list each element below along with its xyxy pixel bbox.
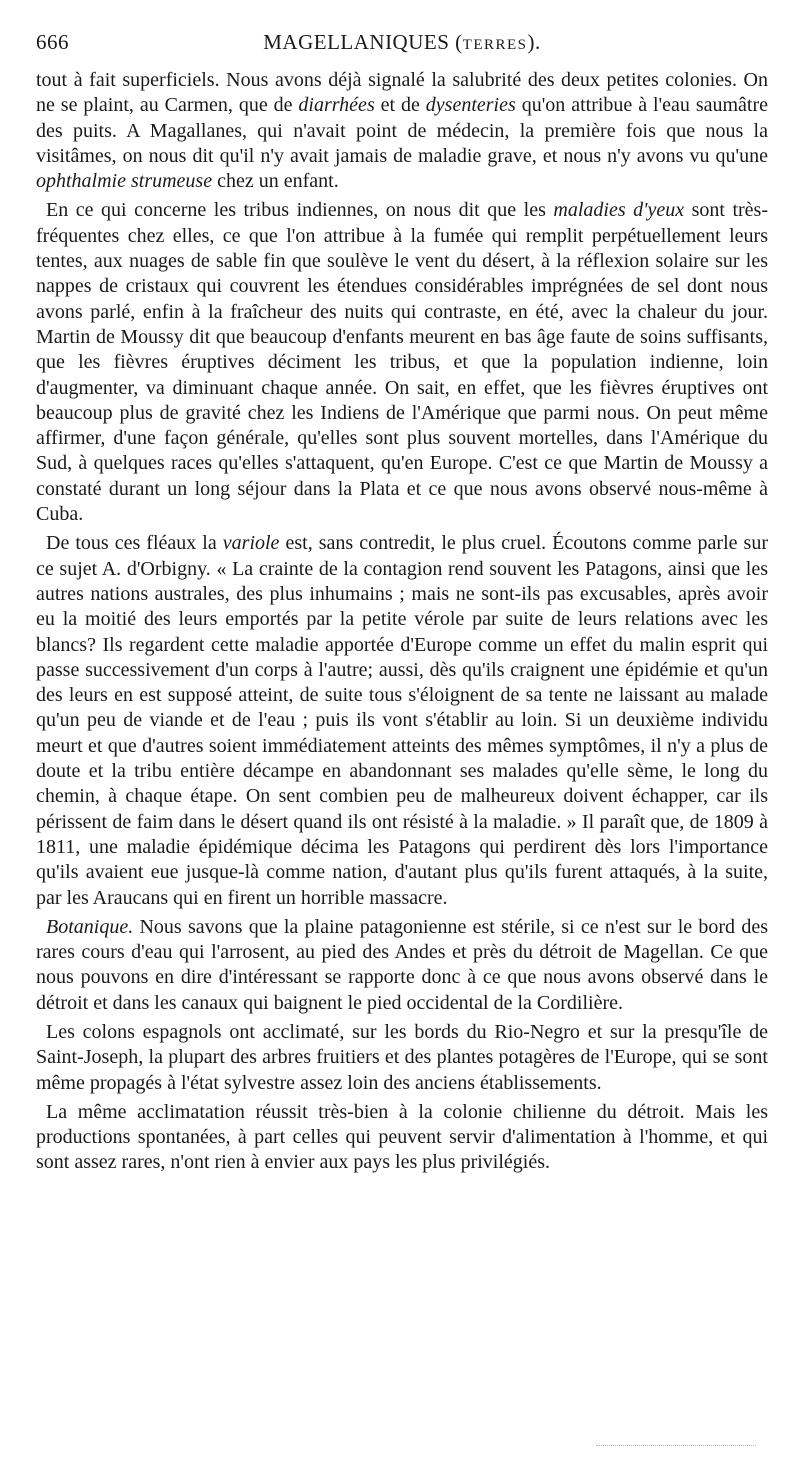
- text-run: est, sans contredit, le plus cruel. Écoutons comme parle sur ce sujet A. d'Orbigny. « La crainte de la contagion rend souvent les Patagons, ainsi que les autres nations australes, des plus inhumains ; mais ne sont-ils pas excusables, après avoir eu la moitié des leurs emportés par la petite vérole par suite de leurs relations avec les blancs? Ils regardent cette maladie apportée d'Europe comme un effet du malin esprit qui passe successivement d'un corps à l'autre; aussi, dès qu'ils craignent une épidémie et qu'un des leurs en est supposé atteint, de suite tous s'éloignent de sa tente ne laissant au malade qu'un peu de viande et de l'eau ; puis ils vont s'établir au loin. Si un deuxième individu meurt et que d'autres soient immédiatement atteints des mêmes symptômes, il n'y a plus de doute et la tribu entière décampe en abandonnant ses malades qu'elle sème, le long du chemin, à chaque étape. On sent combien peu de malheureux doivent échapper, car ils périssent de faim dans le désert quand ils ont résisté à la maladie. » Il paraît que, de 1809 à 1811, une maladie épidémique décima les Patagons qui perdirent dès lors l'importance qu'ils avaient eue jusque-là comme nation, d'autant plus qu'ils furent attaqués, à la suite, par les Araucans qui en firent un horrible massacre.: [36, 532, 768, 909]
- text-run: De tous ces fléaux la: [46, 532, 223, 555]
- section-heading: Botanique.: [46, 915, 134, 938]
- paragraph-colonists: [36, 1020, 768, 1096]
- body-text: [36, 68, 768, 1176]
- text-run: tout à fait superficiels. Nous avons déjà signalé la salubrité des deux petites colonies. On ne se plaint, au Carmen, que de: [36, 69, 768, 117]
- paragraph-continuation: [36, 68, 768, 194]
- text-run: et de: [374, 94, 426, 117]
- text-run: Les colons espagnols ont acclimaté, sur les bords du Rio-Negro et sur la presqu'île de Saint-Joseph, la plupart des arbres fruitiers et des plantes potagères de l'Europe, qui se sont même propagés à l'état sylvestre assez loin des anciens établissements.: [36, 1020, 768, 1094]
- running-title-subtitle: TERRES: [462, 37, 528, 53]
- running-title-main: MAGELLANIQUES: [263, 30, 450, 54]
- text-run: La même acclimatation réussit très-bien à la colonie chilienne du détroit. Mais les productions spontanées, à part celles qui peuvent servir d'alimentation à l'homme, et qui sont assez rares, n'ont rien à envier aux pays les plus privilégiés.: [36, 1100, 768, 1174]
- running-title: [36, 30, 768, 55]
- text-run: Nous savons que la plaine patagonienne est stérile, si ce n'est sur le bord des rares cours d'eau qui l'arrosent, au pied des Andes et près du détroit de Magellan. Ce que nous pouvons en dire d'intéressant se rapporte donc à ce que nous avons observé dans le détroit et dans les canaux qui baignent le pied occidental de la Cordilière.: [36, 915, 768, 1014]
- page-header: [36, 24, 768, 58]
- italic-term: maladies d'yeux: [553, 199, 685, 222]
- paragraph-smallpox: [36, 531, 768, 910]
- running-title-paren-open: (: [455, 30, 463, 54]
- text-run: qu'on attribue à l'eau saumâtre des puits. A Magallanes, qui n'avait point de médecin, la première fois que nous la visitâmes, on nous dit qu'il n'y avait jamais de maladie grave, et nous n'y avons vu qu'une: [36, 94, 769, 167]
- book-page: [36, 24, 768, 1176]
- text-run: sont très-fréquentes chez elles, ce que l'on attribue à la fumée qui remplit perpétuellement leurs tentes, aux nuages de sable fin que soulève le vent du désert, à la réflexion solaire sur les nappes de cristaux qui couvrent les étendues considérables imprégnées de sel dont nous avons parlé, enfin à la fraîcheur des nuits qui contraste, en été, avec la chaleur du jour. Martin de Moussy dit que beaucoup d'enfants meurent en bas âge faute de soins suffisants, que les fièvres éruptives déciment les tribus, et que la population indienne, loin d'augmenter, va diminuant chaque année. On sait, en effet, que les fièvres éruptives ont beaucoup plus de gravité chez les Indiens de l'Amérique que parmi nous. On peut même affirmer, d'une façon générale, qu'elles sont plus souvent mortelles, dans l'Amérique du Sud, à quelques races qu'elles s'attaquent, qu'en Europe. C'est ce que Martin de Moussy a constaté durant un long séjour dans la Plata et ce que nous avons observé nous-même à Cuba.: [36, 199, 769, 526]
- paragraph-eye-diseases: [36, 198, 768, 527]
- italic-term: ophthalmie strumeuse: [36, 170, 213, 193]
- italic-term: dysenteries: [425, 94, 516, 117]
- running-title-paren-close: ).: [527, 30, 541, 54]
- text-run: En ce qui concerne les tribus indiennes, on nous dit que les: [46, 199, 554, 222]
- italic-term: diarrhées: [298, 94, 375, 117]
- page-number: 666: [36, 30, 69, 54]
- paragraph-acclimatation: [36, 1100, 768, 1176]
- italic-term: variole: [222, 532, 280, 555]
- paragraph-botany: [36, 915, 768, 1016]
- footer-rule: [596, 1445, 756, 1446]
- text-run: chez un enfant.: [212, 170, 339, 193]
